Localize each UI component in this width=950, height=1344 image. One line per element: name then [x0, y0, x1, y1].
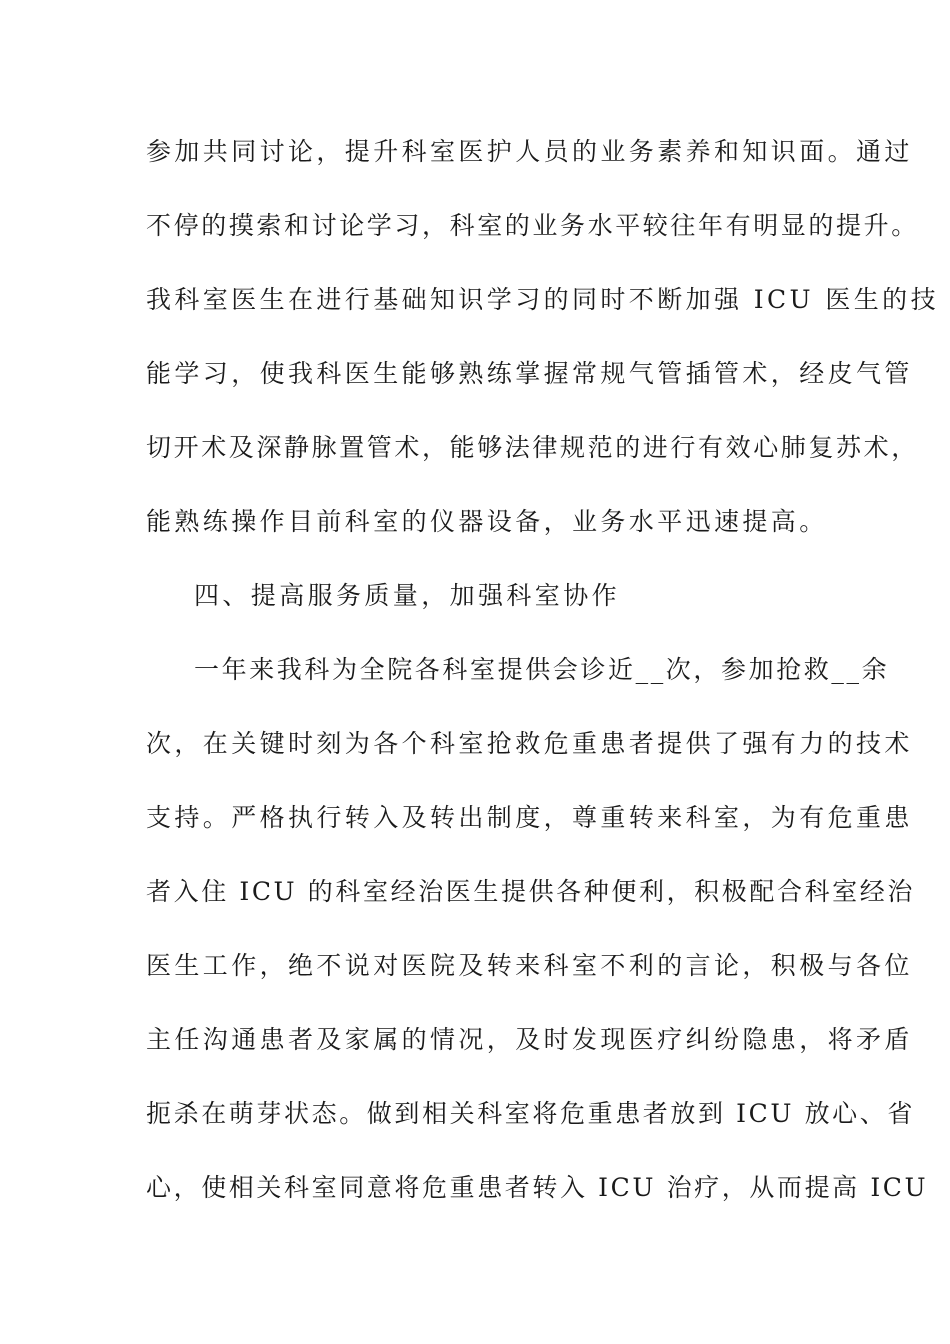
paragraph-line: 主任沟通患者及家属的情况，及时发现医疗纠纷隐患，将矛盾 [146, 1025, 913, 1054]
paragraph-line: 次，在关键时刻为各个科室抢救危重患者提供了强有力的技术 [146, 729, 913, 758]
paragraph-line: 医生工作，绝不说对医院及转来科室不利的言论，积极与各位 [146, 951, 913, 980]
paragraph-line: 不停的摸索和讨论学习，科室的业务水平较往年有明显的提升。 [146, 211, 919, 240]
paragraph-line: 参加共同讨论，提升科室医护人员的业务素养和知识面。通过 [146, 137, 913, 166]
paragraph-line: 者入住 ICU 的科室经治医生提供各种便利，积极配合科室经治 [146, 877, 915, 906]
section-heading: 四、提高服务质量，加强科室协作 [194, 581, 621, 610]
paragraph-line: 能熟练操作目前科室的仪器设备，业务水平迅速提高。 [146, 507, 828, 536]
paragraph-line: 心，使相关科室同意将危重患者转入 ICU 治疗，从而提高 ICU [146, 1173, 929, 1202]
paragraph-line: 我科室医生在进行基础知识学习的同时不断加强 ICU 医生的技 [146, 285, 939, 314]
paragraph-line: 一年来我科为全院各科室提供会诊近__次，参加抢救__余 [194, 655, 890, 684]
paragraph-line: 能学习，使我科医生能够熟练掌握常规气管插管术，经皮气管 [146, 359, 913, 388]
paragraph-line: 扼杀在萌芽状态。做到相关科室将危重患者放到 ICU 放心、省 [146, 1099, 915, 1128]
paragraph-line: 切开术及深静脉置管术，能够法律规范的进行有效心肺复苏术， [146, 433, 919, 462]
paragraph-line: 支持。严格执行转入及转出制度，尊重转来科室，为有危重患 [146, 803, 913, 832]
